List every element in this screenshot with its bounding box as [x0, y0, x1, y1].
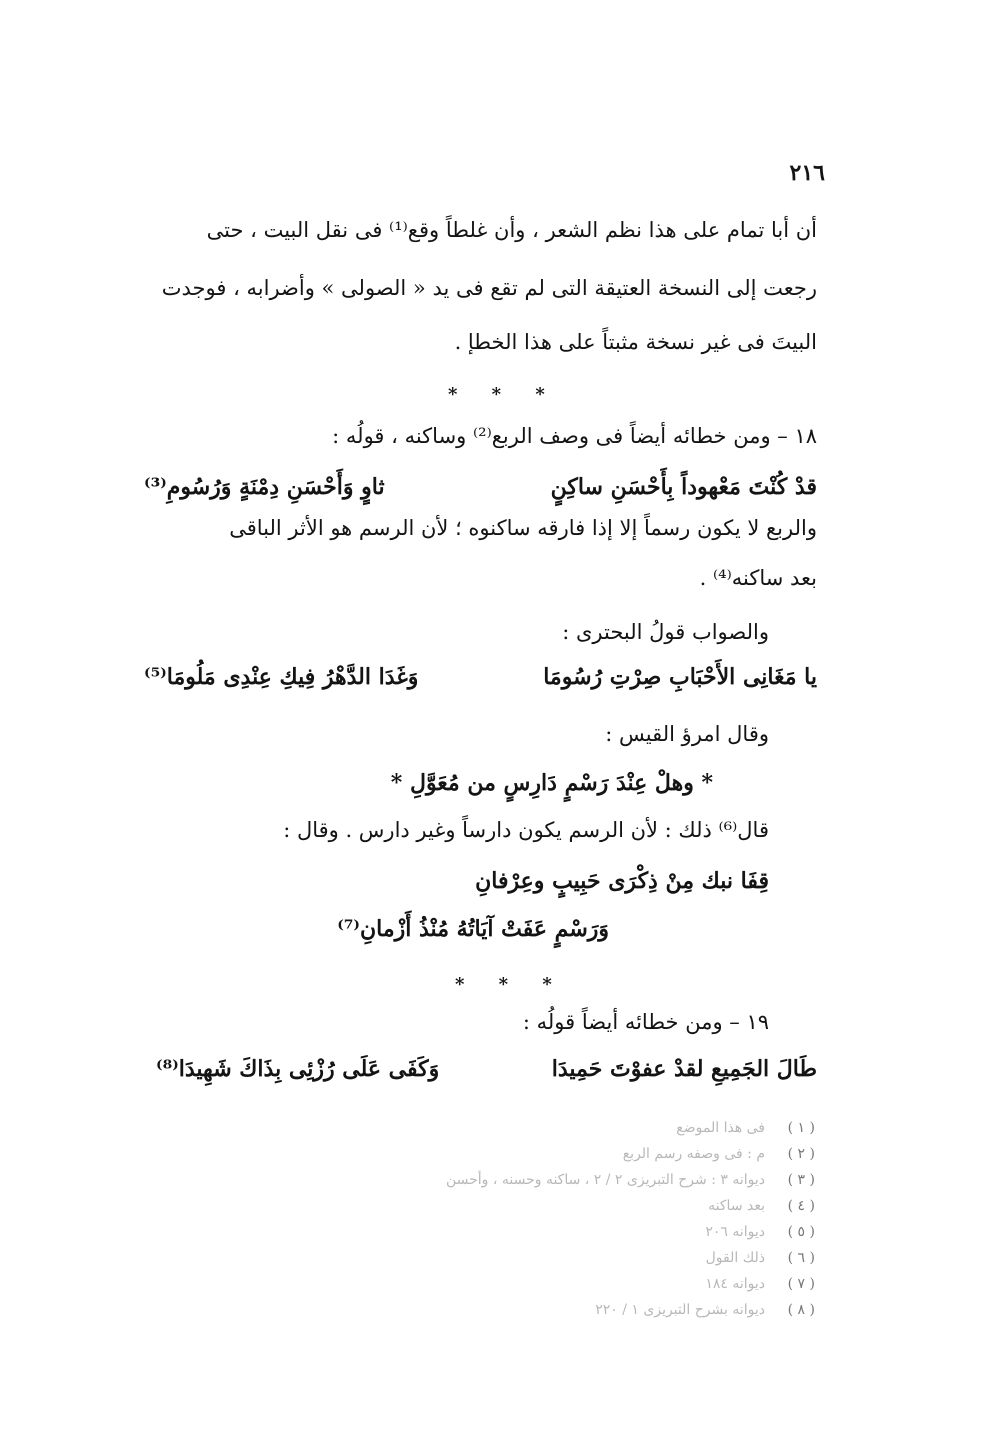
section-heading: ١٩ – ومن خطائه أيضاً قولُه :	[522, 1010, 769, 1034]
footnotes	[115, 1120, 815, 1328]
footnote-number: ( ٢ )	[787, 1146, 815, 1162]
footnote-text: فى هذا الموضع	[676, 1120, 765, 1136]
verse-line: وَرَسْمٍ عَفَتْ آيَاتُهُ مُنْذُ أَزْمانِ⁽⁷⁾	[337, 916, 609, 942]
footnote-number: ( ٦ )	[787, 1250, 815, 1266]
quote-intro: وقال امرؤ القيس :	[605, 722, 769, 746]
footnote-text: ديوانه ٢٠٦	[705, 1224, 765, 1240]
footnote-number: ( ٨ )	[787, 1302, 815, 1318]
footnote-number: ( ٣ )	[787, 1172, 815, 1188]
comment-line: والربع لا يكون رسماً إلا إذا فارقه ساكنوه ؛ لأن الرسم هو الأثر الباقى	[229, 516, 817, 540]
comment-line: بعد ساكنه⁽⁴⁾ .	[699, 566, 817, 590]
footnote-text: ذلك القول	[705, 1250, 765, 1266]
verse-second-hemistich: وَكَفَى عَلَى رُزْئِى بِذَاكَ شَهِيدَا⁽⁸⁾	[156, 1056, 440, 1082]
footnote-text: م : فى وصفه رسم الربع	[622, 1146, 765, 1162]
verse-line: قِفَا نبك مِنْ ذِكْرَى حَبِيبٍ وعِرْفانِ	[475, 868, 769, 894]
section-heading: ١٨ – ومن خطائه أيضاً فى وصف الربع⁽²⁾ وساكنه ، قولُه :	[332, 424, 817, 448]
footnote	[115, 1146, 815, 1172]
page-number: ٢١٦	[789, 160, 825, 186]
footnote-number: ( ١ )	[787, 1120, 815, 1136]
verse-first-hemistich: قدْ كُنْتَ مَعْهوداً بِأَحْسَنِ ساكِنٍ	[550, 474, 817, 500]
footnote-text: ديوانه بشرح التبريزى ١ / ٢٢٠	[595, 1302, 765, 1318]
verse-first-hemistich: طَالَ الجَمِيعِ لقدْ عفوْتَ حَمِيدَا	[551, 1056, 817, 1082]
footnote	[115, 1250, 815, 1276]
section-separator: * * *	[455, 974, 566, 995]
footnote	[115, 1302, 815, 1328]
footnote	[115, 1224, 815, 1250]
footnote	[115, 1276, 815, 1302]
footnote-number: ( ٥ )	[787, 1224, 815, 1240]
verse-second-hemistich: ثاوٍ وَأَحْسَنِ دِمْنَةٍ وَرُسُومِ⁽³⁾	[144, 474, 385, 500]
verse-second-hemistich: وَغَدَا الدَّهْرُ فِيكِ عِنْدِى مَلُومَا⁽⁵⁾	[144, 664, 419, 690]
footnote	[115, 1198, 815, 1224]
footnote-text: ديوانه ٣ : شرح التبريزى ٢ / ٢ ، ساكنه وحسنه ، وأحسن	[445, 1172, 765, 1188]
footnote-text: بعد ساكنه	[708, 1198, 765, 1214]
verse-half-line: * وهلْ عِنْدَ رَسْمٍ دَارِسٍ من مُعَوَّلِ *	[390, 770, 713, 796]
paragraph-line: البيتَ فى غير نسخة مثبتاً على هذا الخطإ .	[454, 330, 817, 354]
footnote-number: ( ٤ )	[787, 1198, 815, 1214]
verse-first-hemistich: يا مَغَانِى الأَحْبَابِ صِرْتِ رُسُومَا	[543, 664, 817, 690]
footnote-text: ديوانه ١٨٤	[705, 1276, 765, 1292]
footnote-number: ( ٧ )	[787, 1276, 815, 1292]
paragraph-line: أن أبا تمام على هذا نظم الشعر ، وأن غلطاً وقع⁽¹⁾ فى نقل البيت ، حتى	[206, 218, 817, 242]
footnote	[115, 1172, 815, 1198]
footnote	[115, 1120, 815, 1146]
commentary-line: قال⁽⁶⁾ ذلك : لأن الرسم يكون دارساً وغير دارس . وقال :	[283, 818, 769, 842]
section-separator: * * *	[448, 384, 559, 405]
paragraph-line: رجعت إلى النسخة العتيقة التى لم تقع فى يد « الصولى » وأضرابه ، فوجدت	[161, 276, 817, 300]
quote-intro: والصواب قولُ البحترى :	[562, 620, 769, 644]
